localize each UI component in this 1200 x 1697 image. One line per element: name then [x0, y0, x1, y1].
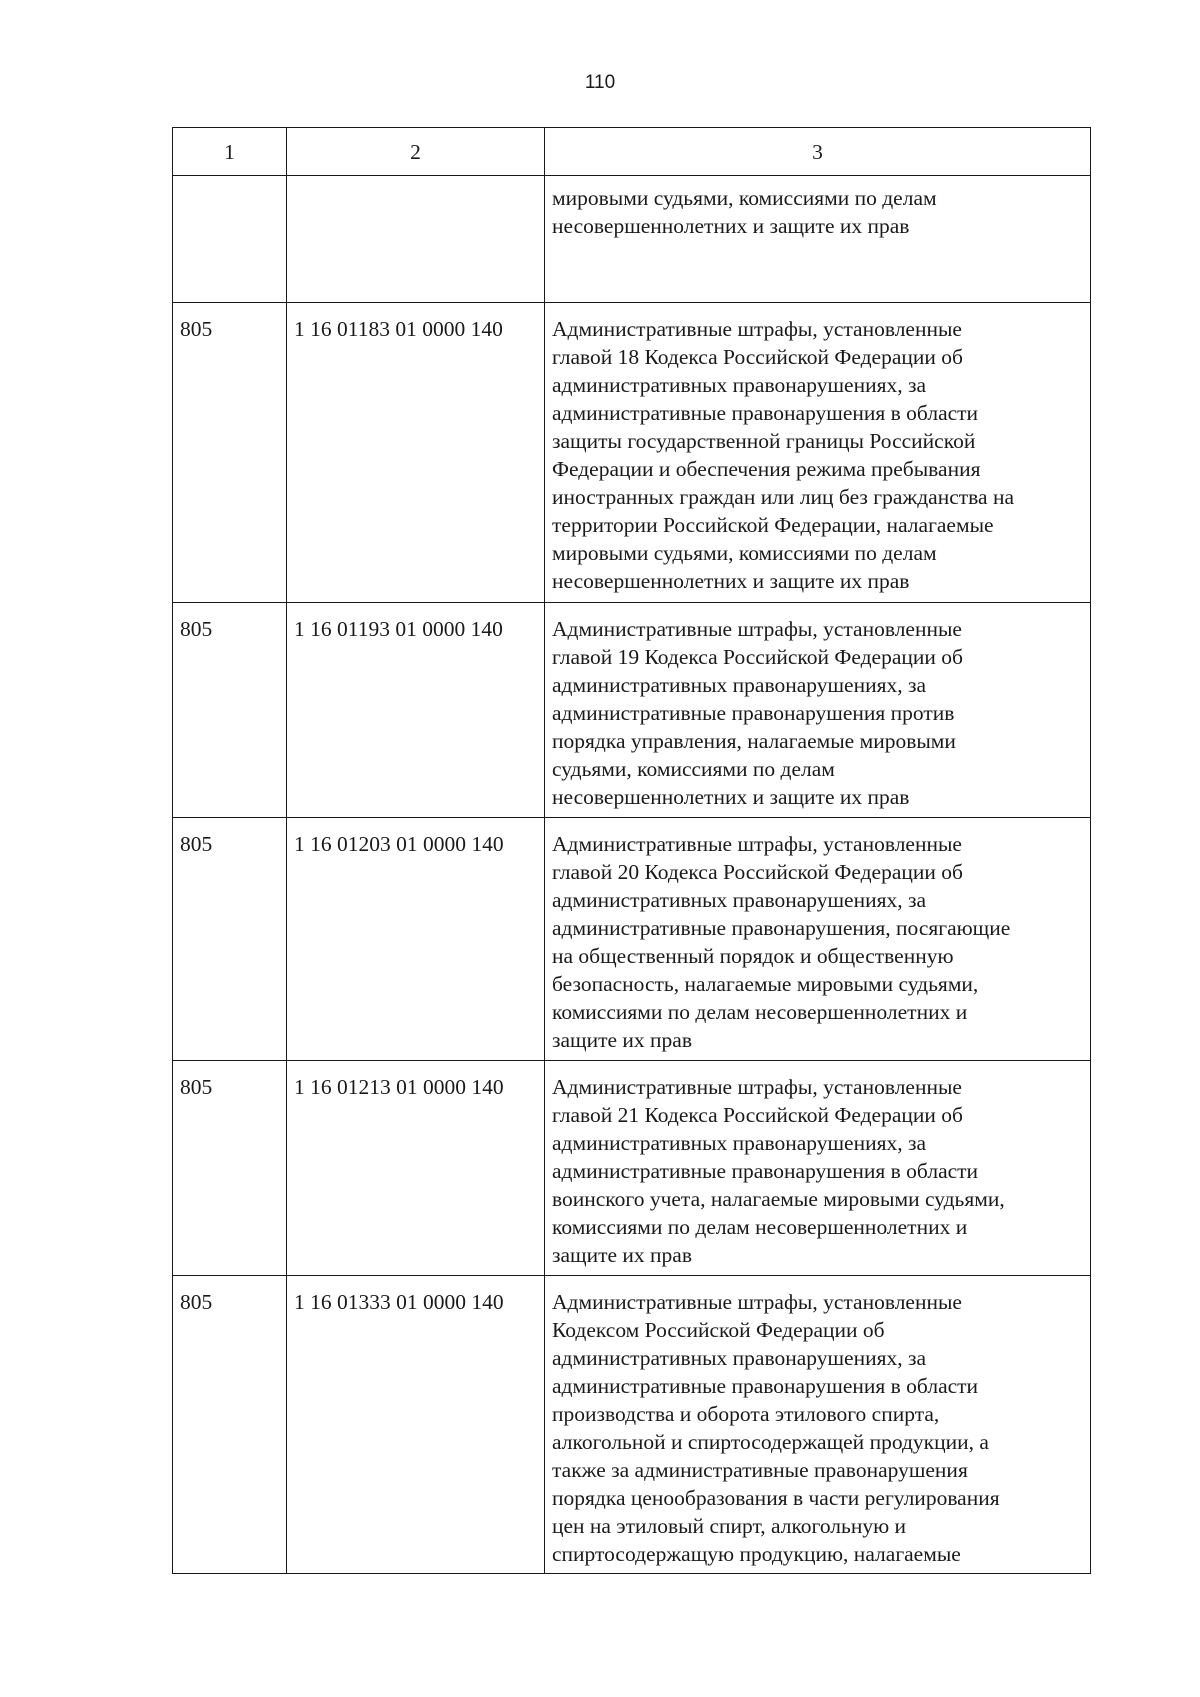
table-row	[173, 1276, 1091, 1574]
classification-code	[287, 176, 544, 188]
table-cell-admin-code	[173, 1061, 287, 1276]
table-cell-classification-code	[287, 303, 545, 603]
table-row	[173, 303, 1091, 603]
column-header-2: 2	[287, 128, 545, 176]
classification-code: 1 16 01203 01 0000 140	[294, 832, 504, 856]
table-header-row	[173, 128, 1091, 176]
table-row	[173, 176, 1091, 303]
table-cell-classification-code	[287, 818, 545, 1061]
page-number: 110	[584, 72, 616, 93]
table-cell-description	[545, 603, 1091, 818]
description-text: Административные штрафы, установленные главой 18 Кодекса Российской Федерации об административных правонарушениях, за административные правонарушения в области защиты государственной границы Российской Федерации и обеспечения режима пребывания иностранных граждан или лиц без гражданства на территории Российской Федерации, налагаемые мировыми судьями, комиссиями по делам несовершеннолетних и защите их прав	[552, 317, 1014, 593]
table-cell-description	[545, 818, 1091, 1061]
table-cell-description	[545, 176, 1091, 303]
table-row	[173, 818, 1091, 1061]
column-header-3: 3	[545, 128, 1091, 176]
admin-code: 805	[180, 1290, 213, 1314]
table-row	[173, 603, 1091, 818]
classification-code: 1 16 01213 01 0000 140	[294, 1075, 504, 1099]
classification-code: 1 16 01333 01 0000 140	[294, 1290, 504, 1314]
description-text: Административные штрафы, установленные главой 21 Кодекса Российской Федерации об административных правонарушениях, за административные правонарушения в области воинского учета, налагаемые мировыми судьями, комиссиями по делам несовершеннолетних и защите их прав	[552, 1075, 1005, 1267]
admin-code: 805	[180, 317, 213, 341]
document-table	[172, 127, 1091, 1574]
description-text: Административные штрафы, установленные главой 19 Кодекса Российской Федерации об административных правонарушениях, за административные правонарушения против порядка управления, налагаемые мировыми судьями, комиссиями по делам несовершеннолетних и защите их прав	[552, 617, 963, 809]
table-cell-admin-code	[173, 818, 287, 1061]
table-cell-description	[545, 303, 1091, 603]
admin-code: 805	[180, 832, 213, 856]
table-cell-classification-code	[287, 1061, 545, 1276]
description-text: Административные штрафы, установленные Кодексом Российской Федерации об административных правонарушениях, за административные правонарушения в области производства и оборота этилового спирта, алкогольной и спиртосодержащей продукции, а также за административные правонарушения порядка ценообразования в части регулирования цен на этиловый спирт, алкогольную и спиртосодержащую продукцию, налагаемые	[552, 1290, 1000, 1566]
table-cell-admin-code	[173, 1276, 287, 1574]
classification-code: 1 16 01193 01 0000 140	[294, 617, 503, 641]
column-header-1: 1	[173, 128, 287, 176]
table-cell-classification-code	[287, 176, 545, 303]
table-cell-admin-code	[173, 603, 287, 818]
classification-code: 1 16 01183 01 0000 140	[294, 317, 503, 341]
description-text: мировыми судьями, комиссиями по делам несовершеннолетних и защите их прав	[552, 186, 937, 238]
table-cell-description	[545, 1276, 1091, 1574]
table-cell-description	[545, 1061, 1091, 1276]
table-row	[173, 1061, 1091, 1276]
table-cell-classification-code	[287, 1276, 545, 1574]
admin-code	[173, 176, 286, 188]
table-cell-classification-code	[287, 603, 545, 818]
table-cell-admin-code	[173, 176, 287, 303]
description-text: Административные штрафы, установленные главой 20 Кодекса Российской Федерации об административных правонарушениях, за административные правонарушения, посягающие на общественный порядок и общественную безопасность, налагаемые мировыми судьями, комиссиями по делам несовершеннолетних и защите их прав	[552, 832, 1011, 1052]
admin-code: 805	[180, 617, 213, 641]
table-cell-admin-code	[173, 303, 287, 603]
admin-code: 805	[180, 1075, 213, 1099]
